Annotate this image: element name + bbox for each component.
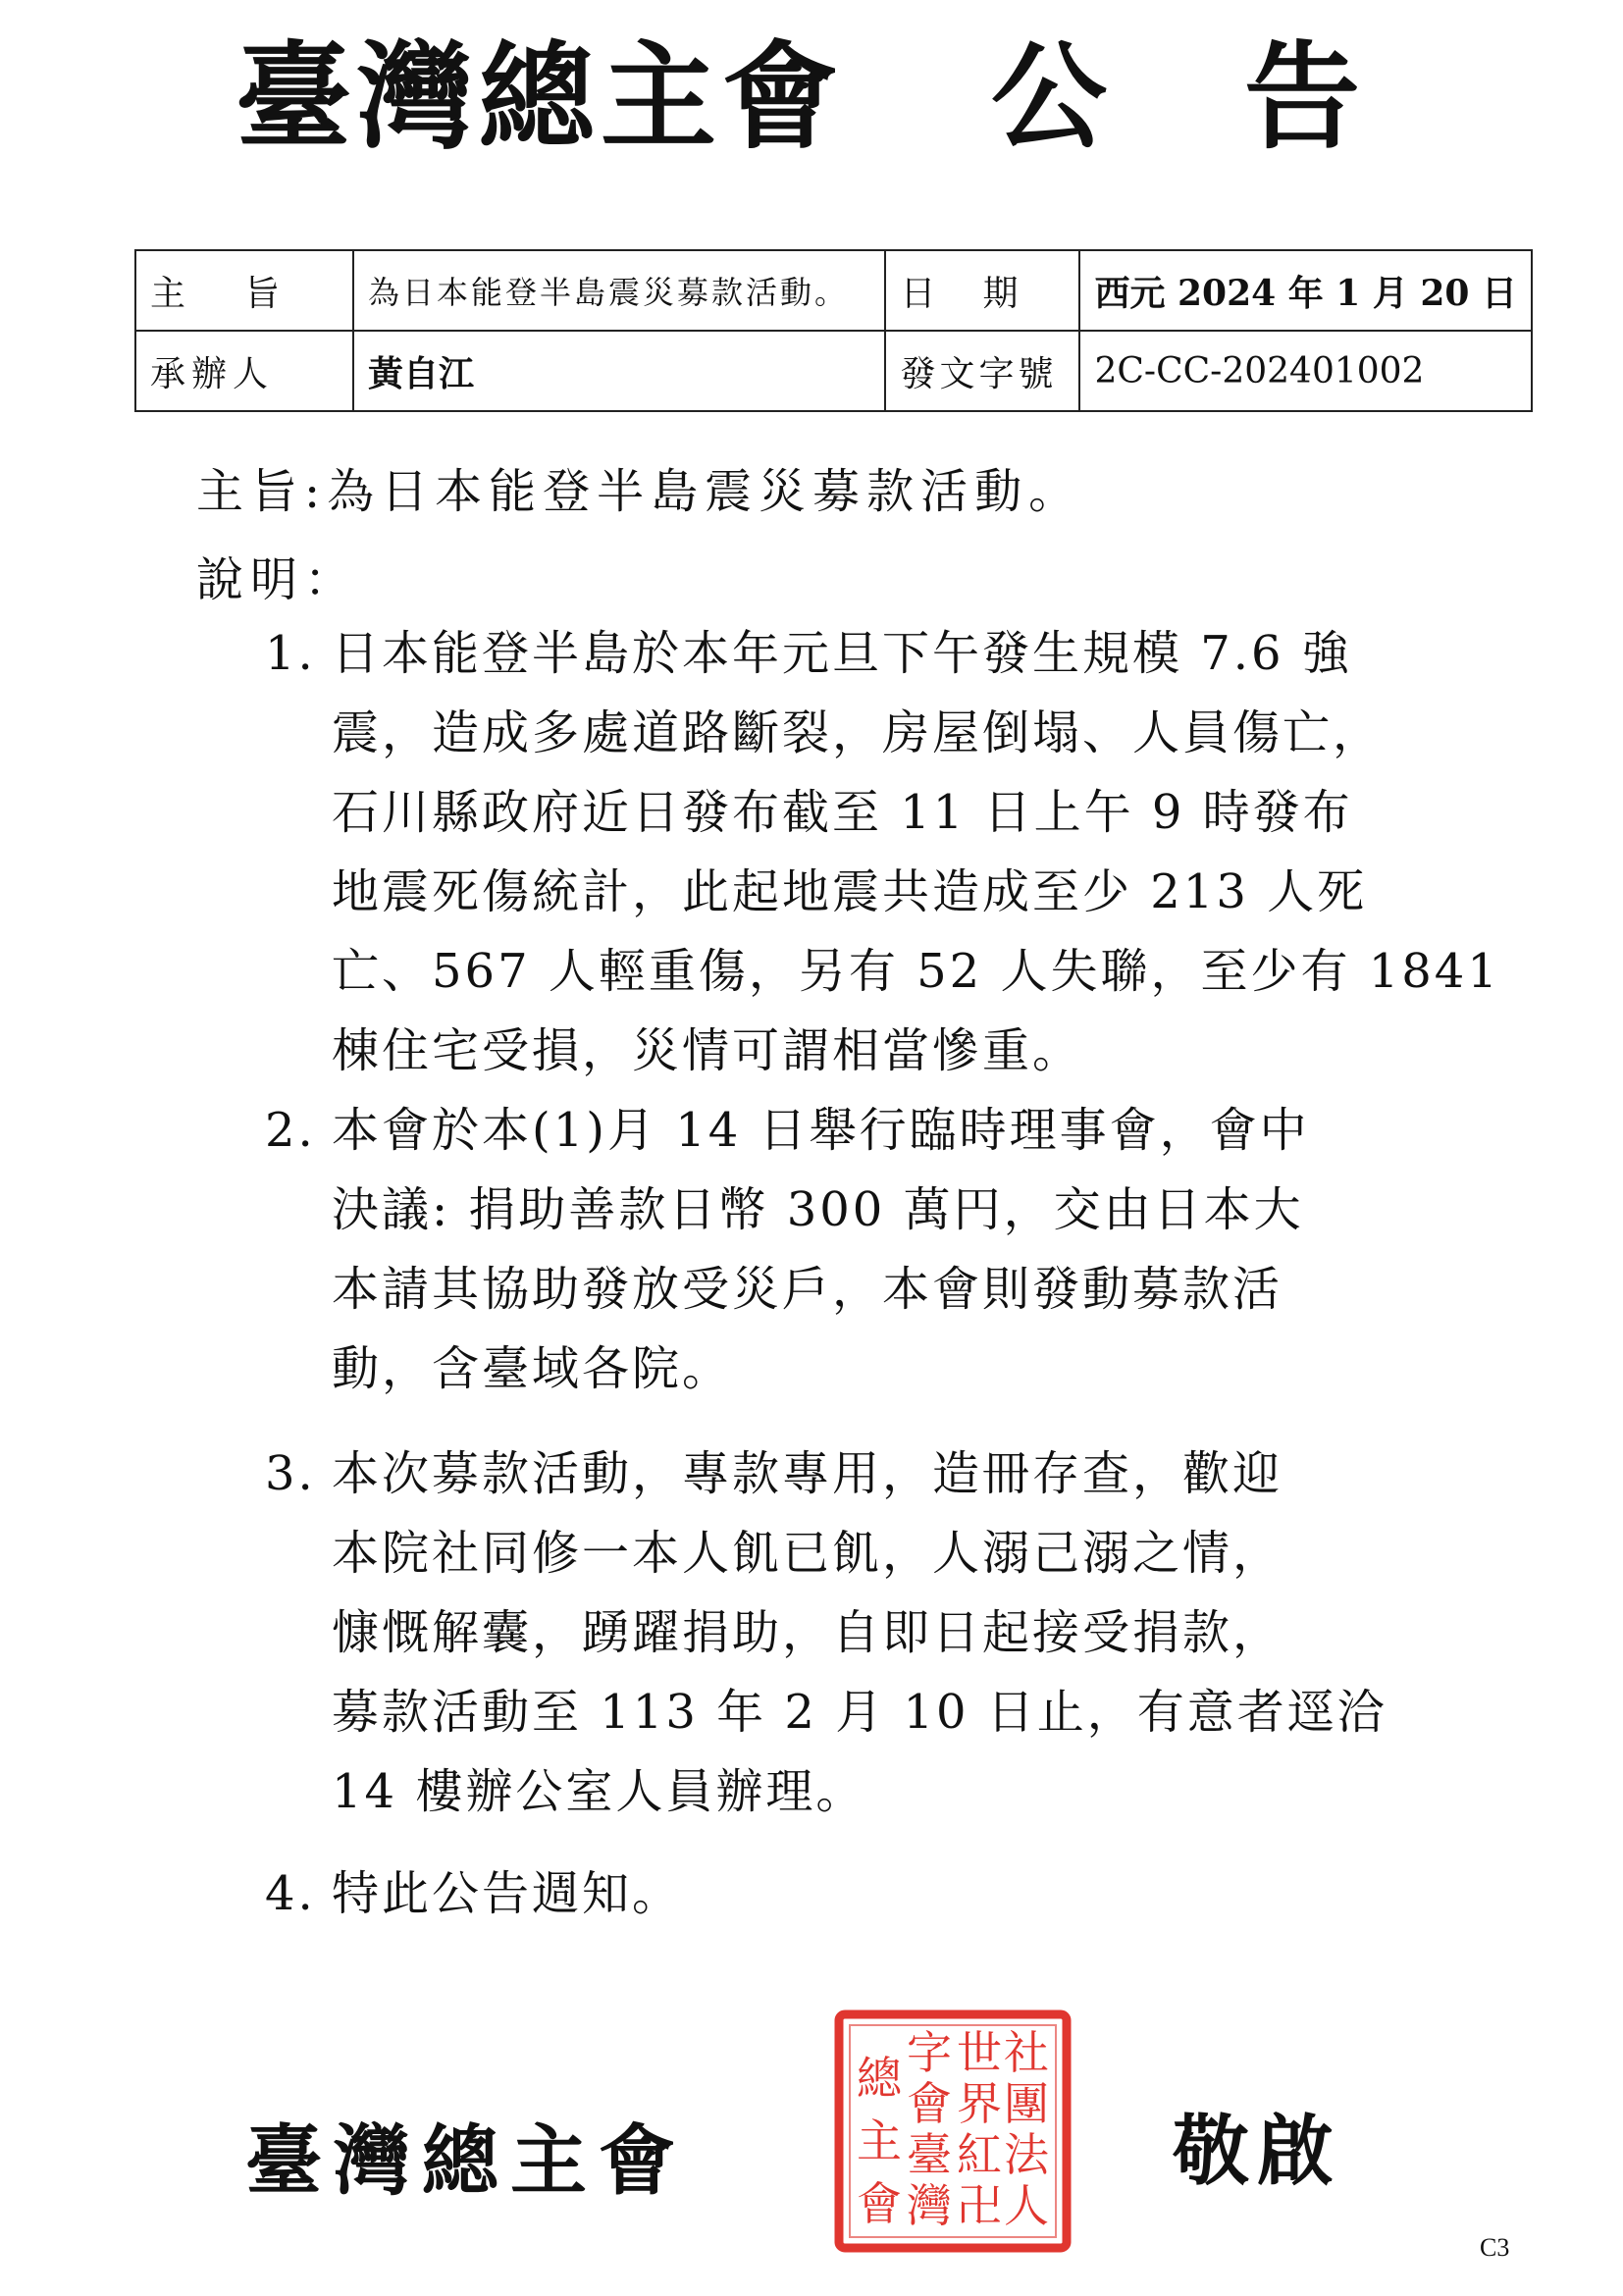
item-line: 本請其協助發放受災戶，本會則發動募款活	[332, 1262, 1283, 1317]
title-org: 臺灣總主會	[236, 28, 845, 165]
svg-text:世: 世	[957, 2026, 1002, 2079]
footer-org: 臺灣總主會	[245, 2116, 688, 2206]
svg-text:臺: 臺	[907, 2128, 952, 2181]
item-line: 14 樓辦公室人員辦理。	[332, 1764, 866, 1819]
handler-label: 承辦人	[135, 331, 353, 411]
svg-text:法: 法	[1004, 2128, 1049, 2181]
svg-text:人: 人	[1004, 2179, 1049, 2232]
svg-text:主: 主	[857, 2114, 902, 2167]
svg-text:會: 會	[907, 2077, 952, 2130]
header-row-1	[135, 250, 1532, 331]
item-number: 2.	[265, 1103, 316, 1158]
item-line: 日本能登半島於本年元旦下午發生規模 7.6 強	[332, 626, 1352, 681]
handler-value: 黃自江	[353, 331, 885, 411]
item-line: 慷慨解囊，踴躍捐助，自即日起接受捐款，	[332, 1605, 1283, 1660]
svg-text:總: 總	[857, 2052, 902, 2105]
item-line: 本院社同修一本人飢已飢，人溺己溺之情，	[332, 1526, 1283, 1581]
page-title	[236, 28, 1498, 165]
explain-label: 說明：	[196, 552, 359, 607]
svg-text:字: 字	[907, 2026, 952, 2079]
item-number: 3.	[265, 1446, 316, 1501]
item-line: 亡、567 人輕重傷，另有 52 人失聯，至少有 1841	[332, 944, 1500, 999]
svg-text:界: 界	[957, 2077, 1002, 2130]
item-line: 本次募款活動，專款專用，造冊存查，歡迎	[332, 1446, 1283, 1501]
header-row-2	[135, 331, 1532, 411]
item-number: 1.	[265, 626, 316, 681]
item-line: 決議: 捐助善款日幣 300 萬円，交由日本大	[332, 1182, 1304, 1237]
svg-text:紅: 紅	[957, 2128, 1002, 2181]
date-value: 西元 2024 年 1 月 20 日	[1079, 250, 1532, 331]
date-label: 日期	[885, 250, 1079, 331]
item-line: 石川縣政府近日發布截至 11 日上午 9 時發布	[332, 785, 1353, 840]
doc-no-label: 發文字號	[885, 331, 1079, 411]
doc-no-value: 2C-CC-202401002	[1079, 331, 1532, 411]
item-line: 棟住宅受損，災情可謂相當慘重。	[332, 1023, 1083, 1078]
item-line: 本會於本(1)月 14 日舉行臨時理事會，會中	[332, 1103, 1310, 1158]
svg-text:灣: 灣	[907, 2179, 952, 2232]
item-line: 地震死傷統計，此起地震共造成至少 213 人死	[332, 864, 1368, 919]
item-line: 特此公告週知。	[332, 1866, 683, 1921]
explain-item-1	[265, 614, 1500, 1091]
explain-item-2	[265, 1091, 1310, 1409]
item-number: 4.	[265, 1866, 316, 1921]
item-line: 募款活動至 113 年 2 月 10 日止，有意者逕洽	[332, 1685, 1387, 1740]
subject-value: 為日本能登半島震災募款活動。	[353, 250, 885, 331]
svg-text:卍: 卍	[957, 2179, 1002, 2232]
svg-text:會: 會	[857, 2177, 902, 2230]
header-table	[134, 249, 1533, 412]
title-kind: 公告	[991, 28, 1498, 165]
seal-stamp	[834, 2009, 1072, 2253]
footer-closing: 敬啟	[1173, 2107, 1342, 2196]
explain-item-3	[265, 1435, 1387, 1832]
explain-item-4	[265, 1854, 683, 1934]
subject-line: 主旨:為日本能登半島震災募款活動。	[196, 464, 1083, 519]
item-line: 震，造成多處道路斷裂，房屋倒塌、人員傷亡，	[332, 705, 1384, 760]
subject-label: 主旨	[135, 250, 353, 331]
svg-text:社: 社	[1004, 2026, 1049, 2079]
item-line: 動，含臺域各院。	[332, 1341, 733, 1396]
svg-text:團: 團	[1004, 2077, 1049, 2130]
page-code: C3	[1480, 2233, 1510, 2262]
